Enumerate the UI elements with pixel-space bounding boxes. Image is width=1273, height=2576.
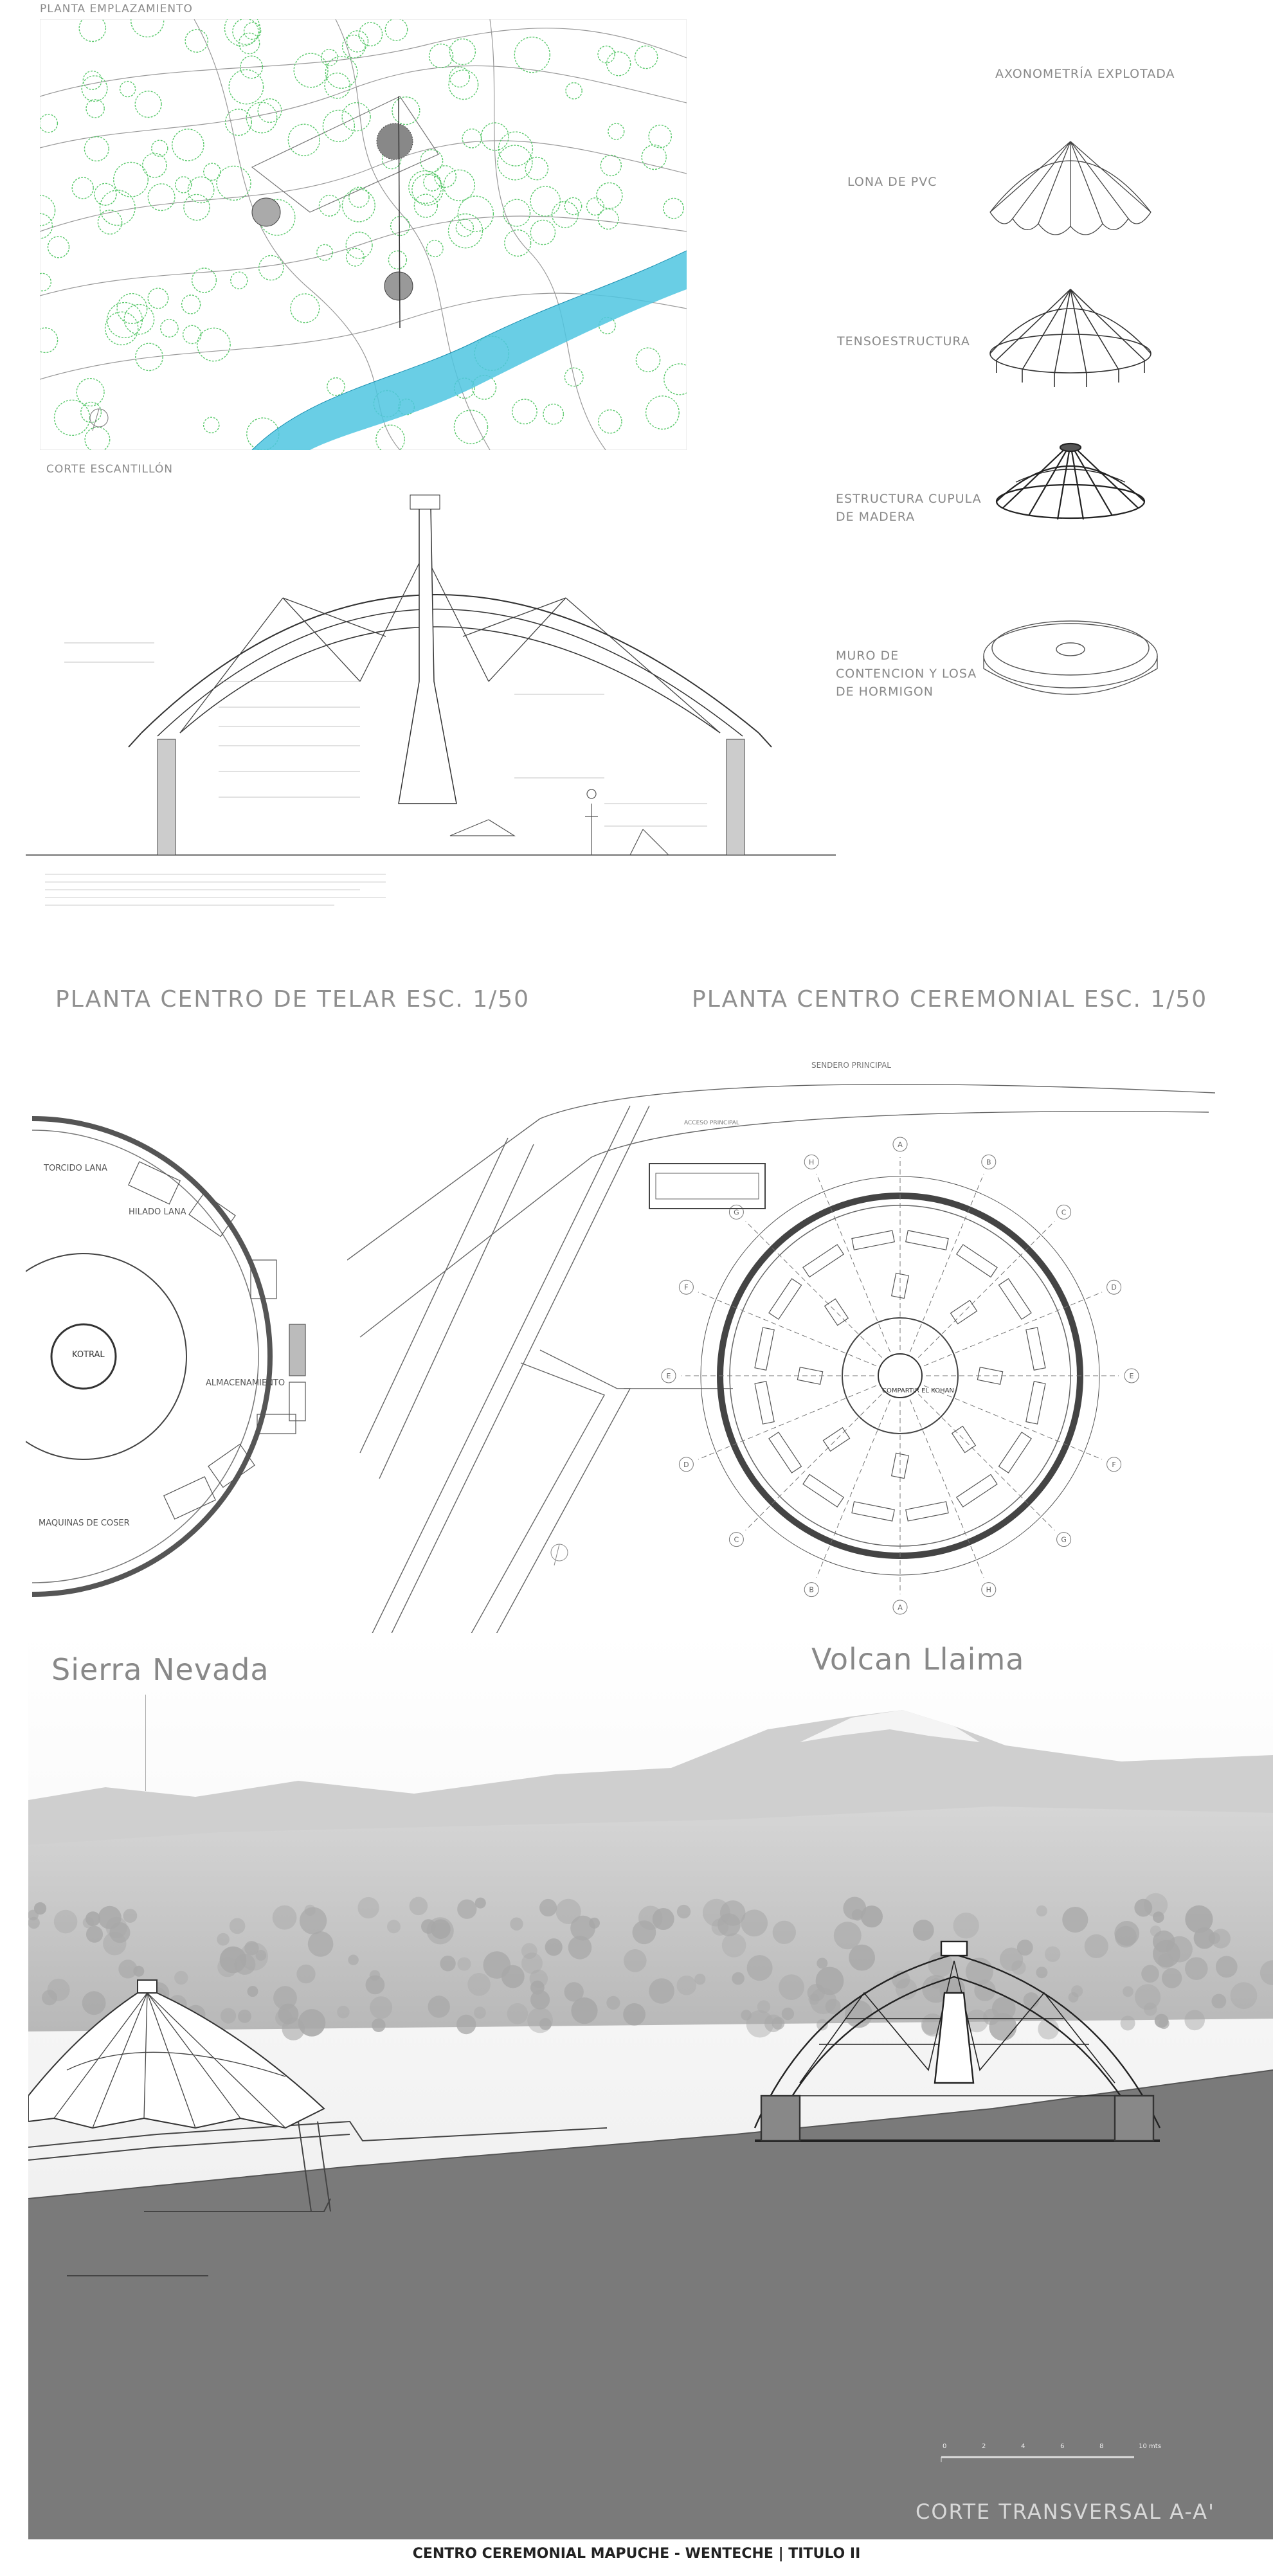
concrete-slab-layer — [984, 621, 1157, 694]
volcan-llaima-label: Volcan Llaima — [811, 1642, 1025, 1677]
center-label: COMPARTIR EL KOHAN — [882, 1387, 954, 1394]
axis-letter: H — [809, 1158, 815, 1167]
axis-letter: E — [666, 1372, 671, 1380]
axis-letter: B — [986, 1158, 991, 1167]
landscape-tree — [539, 1899, 557, 1916]
room-torcido: TORCIDO LANA — [44, 1164, 107, 1173]
landscape-tree — [1209, 1932, 1220, 1944]
landscape-tree — [1085, 1934, 1108, 1958]
landscape-tree — [1162, 1968, 1182, 1988]
bench — [769, 1279, 802, 1319]
axis-letter: C — [734, 1535, 739, 1544]
table — [892, 1453, 909, 1478]
landscape-tree — [571, 1997, 597, 2024]
landscape-tree — [1024, 1992, 1040, 2008]
landscape-tree — [273, 1986, 297, 2010]
axis-letter: F — [684, 1283, 689, 1292]
landscape-tree — [1216, 1956, 1238, 1978]
bench — [999, 1279, 1031, 1319]
axonometry-drawing — [977, 122, 1164, 752]
grid-axis — [918, 1394, 1054, 1530]
landscape-tree — [817, 2019, 828, 2031]
scale-ticks: 0 2 4 6 8 10 mts — [943, 2443, 1161, 2450]
landscape-tree — [296, 1965, 315, 1983]
landscape-tree — [42, 1990, 57, 2005]
landscape-tree — [34, 1902, 46, 1914]
axis-letter: D — [683, 1460, 689, 1469]
landscape-tree — [300, 1907, 327, 1934]
landscape-tree — [123, 1909, 138, 1923]
landscape-tree — [677, 1976, 697, 1995]
landscape-tree — [428, 1995, 450, 2017]
bench — [755, 1328, 774, 1370]
landscape-tree — [606, 1996, 620, 2010]
access-label: ACCESO PRINCIPAL — [684, 1120, 739, 1126]
bench — [1026, 1328, 1045, 1370]
landscape-tree — [741, 1909, 768, 1936]
landscape-tree — [530, 1990, 550, 2010]
table — [977, 1367, 1002, 1385]
landscape-tree — [1071, 1985, 1083, 1997]
bench — [852, 1502, 894, 1521]
layer-label-pvc: LONA DE PVC — [847, 175, 937, 189]
landscape-tree — [221, 2008, 236, 2024]
landscape-tree — [741, 2010, 752, 2021]
landscape-tree — [456, 2015, 476, 2034]
landscape-tree — [248, 1986, 258, 1997]
landscape-tree — [474, 2006, 486, 2019]
landscape-tree — [556, 1899, 581, 1924]
bench — [906, 1502, 948, 1521]
landscape-tree — [1185, 1905, 1213, 1933]
landscape-tree — [1036, 1905, 1047, 1916]
landscape-tree — [1155, 2014, 1169, 2028]
landscape-tree — [653, 1908, 674, 1930]
landscape-tree — [1062, 1907, 1088, 1932]
table — [950, 1301, 977, 1324]
landscape-tree — [357, 1897, 379, 1918]
landscape-tree — [372, 2019, 385, 2032]
landscape-tree — [913, 1920, 934, 1941]
landscape-tree — [507, 2003, 528, 2024]
landscape-tree — [1134, 1899, 1152, 1917]
landscape-tree — [103, 1932, 126, 1955]
section-title: CORTE TRANSVERSAL A-A' — [916, 2499, 1215, 2524]
landscape-tree — [440, 1956, 455, 1971]
weaving-plan-title: PLANTA CENTRO DE TELAR ESC. 1/50 — [55, 986, 530, 1013]
landscape-tree — [1121, 2016, 1135, 2031]
landscape-tree — [1123, 1986, 1133, 1997]
landscape-tree — [501, 1965, 525, 1988]
landscape-tree — [732, 1972, 745, 1985]
grid-axis — [918, 1221, 1054, 1358]
table — [797, 1367, 822, 1385]
landscape-tree — [86, 1926, 103, 1943]
landscape-section — [28, 1633, 1273, 2539]
landscape-tree — [989, 2013, 1016, 2040]
landscape-tree — [1184, 2010, 1205, 2031]
bench — [999, 1432, 1032, 1473]
landscape-tree — [1144, 2003, 1157, 2016]
landscape-tree — [747, 1955, 773, 1981]
table — [825, 1299, 849, 1325]
layer-label-wood: ESTRUCTURA CUPULA DE MADERA — [836, 492, 982, 524]
landscape-tree — [366, 1976, 385, 1995]
landscape-tree — [953, 1913, 979, 1938]
landscape-tree — [230, 1918, 246, 1934]
landscape-tree — [431, 1920, 451, 1940]
axis-letter: C — [1061, 1208, 1067, 1217]
room-maquinas: MAQUINAS DE COSER — [39, 1518, 130, 1528]
axis-letter: A — [898, 1603, 903, 1612]
landscape-tree — [1141, 1965, 1159, 1983]
axis-letter: H — [986, 1585, 991, 1594]
grid-axis — [746, 1221, 882, 1358]
wood-dome-layer — [997, 444, 1144, 519]
sierra-nevada-leader — [145, 1695, 146, 1791]
landscape-tree — [677, 1905, 691, 1918]
room-hilado: HILADO LANA — [129, 1207, 186, 1217]
landscape-tree — [28, 1917, 40, 1929]
landscape-tree — [1153, 1911, 1164, 1923]
landscape-tree — [387, 1920, 401, 1933]
section-detail-title: CORTE ESCANTILLÓN — [46, 463, 173, 476]
table — [823, 1428, 849, 1452]
landscape-tree — [133, 1966, 144, 1977]
landscape-tree — [539, 2018, 552, 2030]
landscape-tree — [83, 1917, 94, 1928]
landscape-tree — [457, 1900, 476, 1919]
landscape-tree — [244, 1941, 258, 1955]
site-plan-drawing — [40, 19, 687, 450]
north-arrow-icon — [551, 1544, 568, 1565]
landscape-tree — [694, 1974, 705, 1985]
landscape-tree — [817, 1958, 827, 1968]
axis-letter: D — [1111, 1283, 1117, 1292]
landscape-tree — [624, 1949, 647, 1972]
landscape-tree — [220, 1947, 247, 1974]
landscape-tree — [337, 2006, 350, 2019]
landscape-tree — [510, 1918, 523, 1931]
landscape-tree — [1158, 1953, 1173, 1968]
landscape-tree — [54, 1910, 78, 1934]
landscape-tree — [530, 1970, 548, 1988]
bench — [957, 1245, 997, 1277]
tensile-layer — [990, 289, 1151, 387]
landscape-tree — [1211, 1994, 1226, 2009]
landscape-tree — [1000, 1948, 1023, 1971]
axis-letter: A — [898, 1140, 903, 1149]
bench — [803, 1245, 844, 1277]
landscape-tree — [1036, 1967, 1047, 1978]
axis-letter: F — [1112, 1460, 1116, 1469]
landscape-tree — [782, 2008, 794, 2020]
landscape-tree — [238, 2010, 251, 2023]
axis-letter: E — [1129, 1372, 1134, 1380]
grid-axis — [746, 1394, 882, 1530]
landscape-tree — [475, 1898, 486, 1909]
bench — [769, 1432, 801, 1473]
landscape-tree — [834, 1922, 862, 1949]
bench — [957, 1475, 997, 1507]
landscape-tree — [849, 1945, 875, 1971]
footer-title: CENTRO CEREMONIAL MAPUCHE - WENTECHE | TITULO II — [412, 2546, 861, 2562]
landscape-tree — [348, 1955, 358, 1965]
landscape-tree — [174, 1971, 188, 1985]
table — [952, 1426, 976, 1452]
landscape-tree — [861, 1905, 883, 1927]
landscape-tree — [649, 1978, 674, 2004]
bench — [755, 1382, 774, 1424]
landscape-tree — [773, 1921, 796, 1944]
pvc-canopy-layer — [990, 141, 1151, 235]
bench — [906, 1230, 948, 1250]
layer-label-tenso: TENSOESTRUCTURA — [837, 334, 970, 348]
landscape-tree — [1045, 1947, 1060, 1962]
landscape-tree — [410, 1897, 428, 1916]
landscape-tree — [275, 2010, 293, 2027]
landscape-tree — [764, 2015, 782, 2033]
bench — [1026, 1382, 1045, 1424]
axis-letter: G — [734, 1208, 739, 1217]
room-kotral: KOTRAL — [72, 1350, 105, 1360]
landscape-tree — [370, 1996, 392, 2019]
landscape-tree — [467, 1973, 491, 1996]
table — [892, 1273, 909, 1298]
path-label: SENDERO PRINCIPAL — [811, 1061, 891, 1070]
ceremonial-plan-title: PLANTA CENTRO CEREMONIAL ESC. 1/50 — [692, 986, 1208, 1013]
section-detail-drawing — [26, 469, 836, 913]
landscape-tree — [779, 1974, 804, 2000]
axis-letter: G — [1061, 1535, 1067, 1544]
site-plan-title: PLANTA EMPLAZAMIENTO — [40, 3, 193, 15]
landscape-tree — [808, 1994, 819, 2004]
landscape-tree — [1231, 1982, 1258, 2009]
landscape-tree — [457, 1957, 471, 1970]
landscape-tree — [217, 1933, 230, 1946]
room-almacen: ALMACENAMIENTO — [206, 1378, 285, 1388]
sierra-nevada-label: Sierra Nevada — [51, 1652, 269, 1687]
landscape-tree — [273, 1905, 297, 1930]
landscape-tree — [98, 1906, 122, 1929]
bench — [803, 1475, 844, 1508]
landscape-tree — [308, 1931, 334, 1957]
axis-letter: B — [809, 1585, 814, 1594]
axonometry-title: AXONOMETRÍA EXPLOTADA — [995, 67, 1175, 81]
landscape-tree — [1150, 1925, 1161, 1936]
landscape-tree — [545, 1938, 563, 1956]
landscape-tree — [82, 1991, 106, 2015]
landscape-tree — [1115, 1926, 1137, 1948]
layer-label-concrete: MURO DE CONTENCION Y LOSA DE HORMIGON — [836, 649, 977, 699]
landscape-tree — [722, 1933, 746, 1958]
landscape-tree — [623, 2003, 646, 2026]
landscape-tree — [757, 2000, 770, 2013]
ceremonial-plan-drawing — [347, 1029, 1273, 1671]
landscape-tree — [1185, 1957, 1208, 1980]
bench — [852, 1230, 894, 1250]
landscape-tree — [718, 1913, 741, 1936]
